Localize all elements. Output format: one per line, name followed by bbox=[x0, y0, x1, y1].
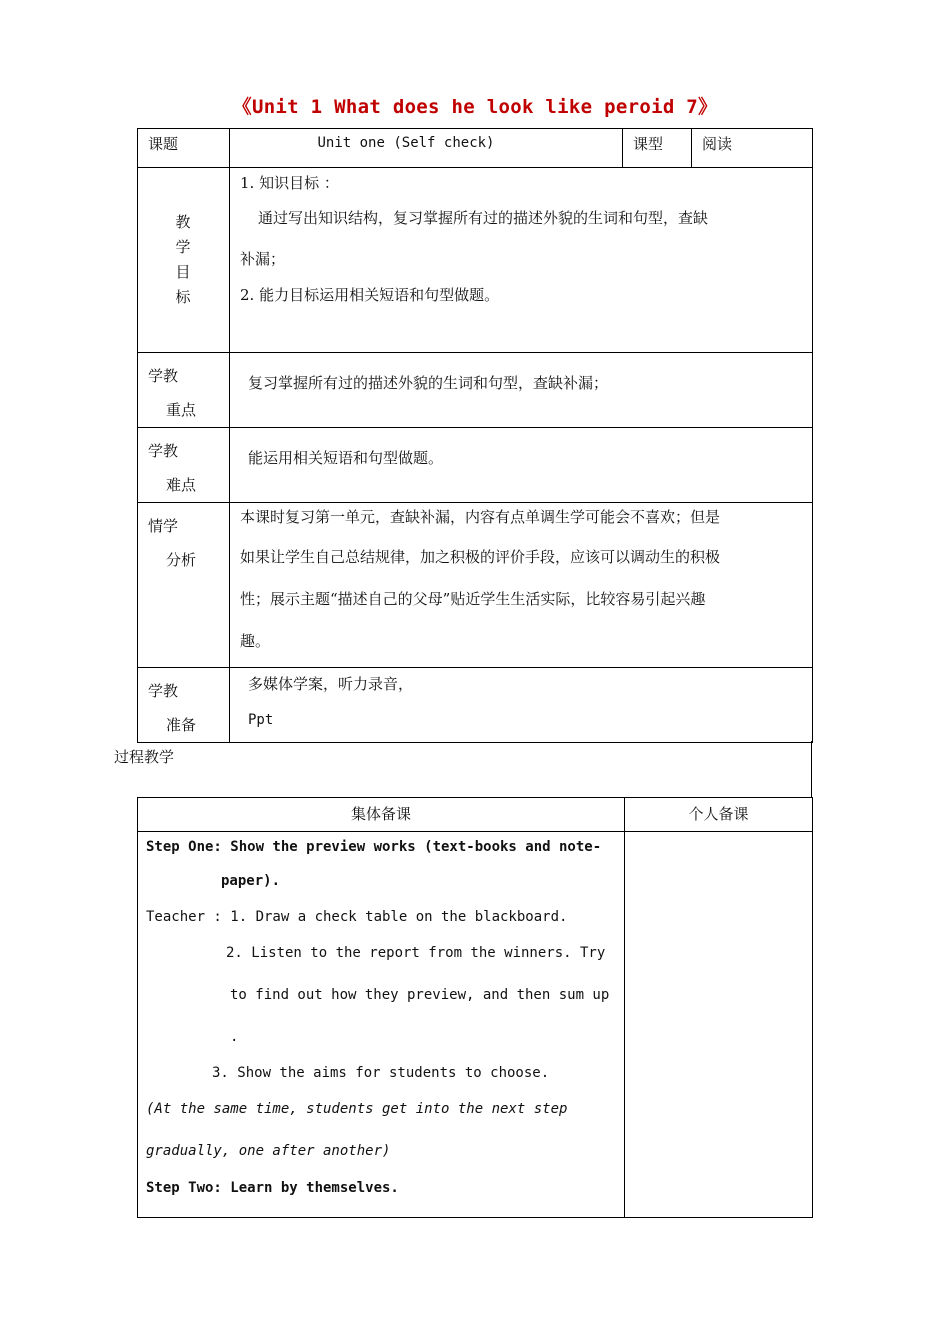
analysis-label: 情学 分析 bbox=[148, 517, 197, 569]
topic-value: Unit one (Self check) bbox=[317, 135, 495, 151]
difficulties-row bbox=[138, 428, 813, 503]
topic-row bbox=[138, 129, 813, 168]
key-points-label: 学教 重点 bbox=[148, 367, 197, 419]
preparation-row bbox=[138, 668, 813, 743]
type-value: 阅读 bbox=[702, 135, 733, 153]
process-body-row bbox=[138, 832, 813, 1218]
steps-content bbox=[138, 832, 624, 1217]
key-points-text: 复习掌握所有过的描述外貌的生词和句型，查缺补漏； bbox=[248, 374, 609, 392]
objective-line-1: 1. 知识目标 ： bbox=[240, 174, 339, 192]
step-one-line-b: paper). bbox=[221, 873, 281, 889]
teacher-item-2a: 2. Listen to the report from the winners. Try bbox=[226, 945, 606, 961]
difficulties-label: 学教 难点 bbox=[148, 442, 197, 494]
topic-label: 课题 bbox=[148, 135, 179, 153]
personal-prep-header: 个人备课 bbox=[688, 805, 749, 823]
difficulties-text: 能运用相关短语和句型做题。 bbox=[248, 449, 444, 467]
analysis-row bbox=[138, 503, 813, 668]
lesson-info-table bbox=[137, 128, 813, 743]
personal-prep-cell bbox=[625, 832, 812, 1217]
type-label: 课型 bbox=[633, 135, 664, 153]
step-one-line-a: Step One: Show the preview works (text-books and note- bbox=[146, 839, 602, 855]
process-label: 过程教学 bbox=[114, 748, 175, 766]
objectives-label: 教 学 目 标 bbox=[175, 213, 191, 306]
process-header-row bbox=[138, 798, 813, 832]
step-two-line: Step Two: Learn by themselves. bbox=[146, 1180, 399, 1196]
key-points-row bbox=[138, 353, 813, 428]
teacher-item-3: 3. Show the aims for students to choose. bbox=[212, 1065, 550, 1081]
note-line-b: gradually, one after another) bbox=[146, 1143, 391, 1159]
teacher-item-1: Teacher : 1. Draw a check table on the blackboard. bbox=[146, 909, 568, 925]
teacher-item-2c: . bbox=[230, 1029, 239, 1045]
objective-line-4: 2. 能力目标运用相关短语和句型做题。 bbox=[240, 286, 500, 304]
collective-prep-header: 集体备课 bbox=[350, 805, 411, 823]
teacher-item-2b: to find out how they preview, and then sum up bbox=[230, 987, 610, 1003]
lesson-process-table bbox=[137, 797, 813, 1218]
analysis-text: 本课时复习第一单元，查缺补漏，内容有点单调生学可能会不喜欢；但是 如果让学生自己总结规律，加之积极的评价手段，应该可以调动生的积极 性；展示主题“描述自己的父母”贴近学生生活实际，比较容易引起兴趣 趣。 bbox=[240, 508, 721, 650]
objective-line-2: 通过写出知识结构，复习掌握所有过的描述外貌的生词和句型，查缺 bbox=[258, 209, 709, 227]
preparation-text: 多媒体学案，听力录音， Ppt bbox=[248, 675, 414, 728]
preparation-label: 学教 准备 bbox=[148, 682, 197, 734]
document-title: 《Unit 1 What does he look like peroid 7》 bbox=[232, 96, 718, 118]
note-line-a: (At the same time, students get into the next step bbox=[146, 1101, 568, 1117]
objectives-text bbox=[230, 168, 812, 312]
process-box bbox=[137, 741, 812, 798]
objective-line-3: 补漏； bbox=[240, 250, 286, 268]
objectives-row bbox=[138, 168, 813, 353]
